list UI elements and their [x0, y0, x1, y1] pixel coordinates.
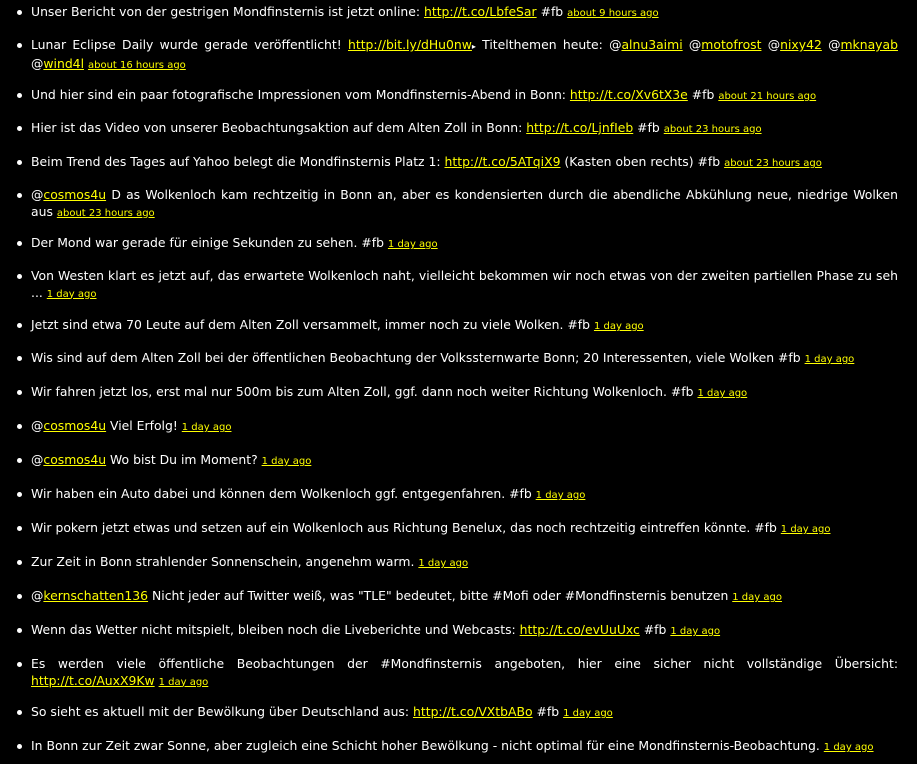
tweet-text-segment: #fb	[687, 87, 719, 102]
tweet-text	[31, 154, 898, 173]
tweet-item	[17, 87, 898, 106]
tweet-text-segment: #fb	[532, 704, 564, 719]
tweet-item	[17, 554, 898, 573]
tweet-text-segment: @	[31, 55, 44, 71]
tweet-item	[17, 37, 898, 74]
tweet-timestamp-link[interactable]: 1 day ago	[46, 288, 97, 300]
tweet-link[interactable]: cosmos4u	[43, 187, 107, 202]
tweet-link[interactable]: wind4l	[43, 55, 85, 71]
tweet-item	[17, 738, 898, 757]
tweet-text-segment: So sieht es aktuell mit der Bewölkung über Deutschland aus:	[31, 704, 413, 719]
tweet-timestamp-link[interactable]: 1 day ago	[780, 524, 831, 535]
tweet-timestamp-link[interactable]: 1 day ago	[804, 354, 855, 365]
tweet-item	[17, 418, 898, 437]
tweet-timestamp-link[interactable]: about 16 hours ago	[87, 59, 186, 71]
tweet-text	[31, 554, 898, 573]
tweet-text-segment: Nicht jeder auf Twitter weiß, was "TLE" bedeutet, bitte #Mofi oder #Mondfinsternis benutzen	[148, 588, 733, 603]
tweet-text	[31, 738, 898, 757]
tweet-item	[17, 520, 898, 539]
tweet-text	[31, 588, 898, 607]
tweet-item	[17, 622, 898, 641]
tweet-timestamp-link[interactable]: 1 day ago	[697, 388, 748, 399]
tweet-text-segment: Wir haben ein Auto dabei und können dem Wolkenloch ggf. entgegenfahren. #fb	[31, 486, 536, 501]
tweet-text-segment: Wo bist Du im Moment?	[106, 452, 262, 467]
tweet-link[interactable]: http://t.co/Xv6tX3e	[569, 87, 688, 102]
tweet-text	[31, 486, 898, 505]
tweet-item	[17, 588, 898, 607]
tweet-text	[31, 317, 898, 336]
tweet-item	[17, 4, 898, 23]
tweet-text-segment: Wenn das Wetter nicht mitspielt, bleiben noch die Liveberichte und Webcasts:	[31, 622, 520, 637]
tweet-link[interactable]: http://t.co/LjnfIeb	[526, 120, 634, 135]
tweet-timestamp-link[interactable]: 1 day ago	[181, 422, 232, 433]
tweet-text-segment: #fb	[633, 120, 664, 135]
arrow-right-icon: ▸	[471, 42, 476, 51]
tweet-text-segment: @	[31, 452, 44, 467]
tweet-text-segment: (Kasten oben rechts) #fb	[560, 154, 725, 169]
tweet-text-segment: Der Mond war gerade für einige Sekunden zu sehen. #fb	[31, 235, 388, 250]
tweet-text	[31, 704, 898, 723]
tweet-timestamp-link[interactable]: 1 day ago	[670, 626, 721, 637]
tweet-link[interactable]: http://t.co/evUuUxc	[519, 622, 640, 637]
tweet-timestamp-link[interactable]: 1 day ago	[732, 592, 782, 603]
tweet-link[interactable]: http://t.co/LbfeSar	[423, 4, 537, 19]
tweet-text	[31, 268, 898, 303]
tweet-text	[31, 418, 898, 437]
tweet-item	[17, 120, 898, 139]
tweet-timestamp-link[interactable]: 1 day ago	[563, 708, 613, 719]
tweet-text-segment: @	[821, 37, 841, 52]
tweet-text-segment: Wir fahren jetzt los, erst mal nur 500m bis zum Alten Zoll, ggf. dann noch weiter Richtung Wolkenloch. #fb	[31, 384, 698, 399]
tweet-text	[31, 622, 898, 641]
tweet-item	[17, 486, 898, 505]
tweet-text	[31, 656, 898, 691]
tweet-text-segment: Viel Erfolg!	[106, 418, 182, 433]
tweet-timestamp-link[interactable]: about 23 hours ago	[724, 158, 822, 169]
tweet-timestamp-link[interactable]: 1 day ago	[387, 239, 438, 250]
tweet-link[interactable]: cosmos4u	[43, 452, 107, 467]
tweet-timestamp-link[interactable]: about 23 hours ago	[56, 207, 155, 219]
tweet-timestamp-link[interactable]: 1 day ago	[261, 456, 312, 467]
tweet-text-segment: @	[31, 588, 44, 603]
tweet-text	[31, 4, 898, 23]
tweet-text	[31, 350, 898, 369]
tweet-text-segment: Hier ist das Video von unserer Beobachtungsaktion auf dem Alten Zoll in Bonn:	[31, 120, 527, 135]
tweet-text-segment: @	[31, 418, 44, 433]
tweet-text	[31, 87, 898, 106]
tweet-text-segment: @	[682, 37, 702, 52]
tweet-text-segment: Zur Zeit in Bonn strahlender Sonnenschein, angenehm warm.	[31, 554, 419, 569]
tweet-link[interactable]: http://t.co/5ATqiX9	[444, 154, 561, 169]
tweet-item	[17, 268, 898, 303]
tweet-text-segment: Unser Bericht von der gestrigen Mondfinsternis ist jetzt online:	[31, 4, 424, 19]
tweet-timestamp-link[interactable]: about 23 hours ago	[663, 124, 762, 135]
tweet-item	[17, 384, 898, 403]
tweet-timestamp-link[interactable]: 1 day ago	[418, 558, 469, 569]
tweet-text-segment: Wis sind auf dem Alten Zoll bei der öffentlichen Beobachtung der Volkssternwarte Bonn; 20 Interessenten, viele Wolken #fb	[31, 350, 805, 365]
tweet-item	[17, 317, 898, 336]
tweet-timestamp-link[interactable]: 1 day ago	[823, 742, 874, 753]
tweet-link[interactable]: http://bit.ly/dHu0nw	[347, 37, 472, 52]
tweet-link[interactable]: alnu3aimi	[621, 37, 683, 52]
tweet-text	[31, 187, 898, 222]
tweet-item	[17, 704, 898, 723]
tweet-text-segment: Jetzt sind etwa 70 Leute auf dem Alten Zoll versammelt, immer noch zu viele Wolken. #fb	[31, 317, 594, 332]
tweet-text-segment: Beim Trend des Tages auf Yahoo belegt die Mondfinsternis Platz 1:	[31, 154, 445, 169]
tweet-text-segment: Titelthemen heute: @	[475, 37, 622, 52]
tweet-link[interactable]: mknayab	[840, 37, 898, 52]
tweet-text-segment: In Bonn zur Zeit zwar Sonne, aber zugleich eine Schicht hoher Bewölkung - nicht optimal für eine Mondfinsternis-Beobachtung.	[31, 738, 824, 753]
tweet-item	[17, 452, 898, 471]
tweet-timestamp-link[interactable]: 1 day ago	[158, 676, 209, 688]
tweet-text-segment: D as Wolkenloch kam rechtzeitig in Bonn an, aber es kondensierten durch die abendliche Abkühlung neue, niedrige Wolken aus	[31, 187, 898, 219]
tweet-text	[31, 120, 898, 139]
tweet-link[interactable]: nixy42	[780, 37, 822, 52]
tweet-text	[31, 520, 898, 539]
tweet-item	[17, 350, 898, 369]
tweet-timestamp-link[interactable]: about 9 hours ago	[567, 8, 659, 19]
tweet-text	[31, 452, 898, 471]
tweet-text-segment: @	[31, 187, 44, 202]
tweet-item	[17, 656, 898, 691]
tweet-text-segment: #fb	[536, 4, 568, 19]
tweet-timestamp-link[interactable]: 1 day ago	[593, 321, 644, 332]
tweet-item	[17, 235, 898, 254]
tweet-text	[31, 37, 898, 74]
tweet-text-segment: @	[761, 37, 781, 52]
tweet-text	[31, 384, 898, 403]
tweet-text-segment: Und hier sind ein paar fotografische Impressionen vom Mondfinsternis-Abend in Bonn:	[31, 87, 570, 102]
tweet-text-segment: Es werden viele öffentliche Beobachtungen der #Mondfinsternis angeboten, hier eine sicher nicht vollständige Übersicht:	[31, 656, 898, 671]
tweet-link[interactable]: kernschatten136	[43, 588, 149, 603]
tweet-timestamp-link[interactable]: 1 day ago	[535, 490, 586, 501]
tweet-item	[17, 154, 898, 173]
tweet-timestamp-link[interactable]: about 21 hours ago	[718, 91, 817, 102]
tweet-text-segment: Von Westen klart es jetzt auf, das erwartete Wolkenloch naht, vielleicht bekommen wir noch etwas von der zweiten partiellen Phase zu seh ...	[31, 268, 898, 300]
tweet-link[interactable]: http://t.co/AuxX9Kw	[31, 672, 155, 688]
tweet-text-segment: Lunar Eclipse Daily wurde gerade veröffentlicht!	[31, 37, 348, 52]
tweet-text	[31, 235, 898, 254]
tweet-link[interactable]: motofrost	[701, 37, 762, 52]
tweet-link[interactable]: cosmos4u	[43, 418, 107, 433]
tweet-item	[17, 187, 898, 222]
tweet-text-segment: #fb	[639, 622, 671, 637]
tweet-text-segment: Wir pokern jetzt etwas und setzen auf ein Wolkenloch aus Richtung Benelux, das noch rechtzeitig eintreffen könnte. #fb	[31, 520, 781, 535]
tweet-link[interactable]: http://t.co/VXtbABo	[413, 704, 533, 719]
